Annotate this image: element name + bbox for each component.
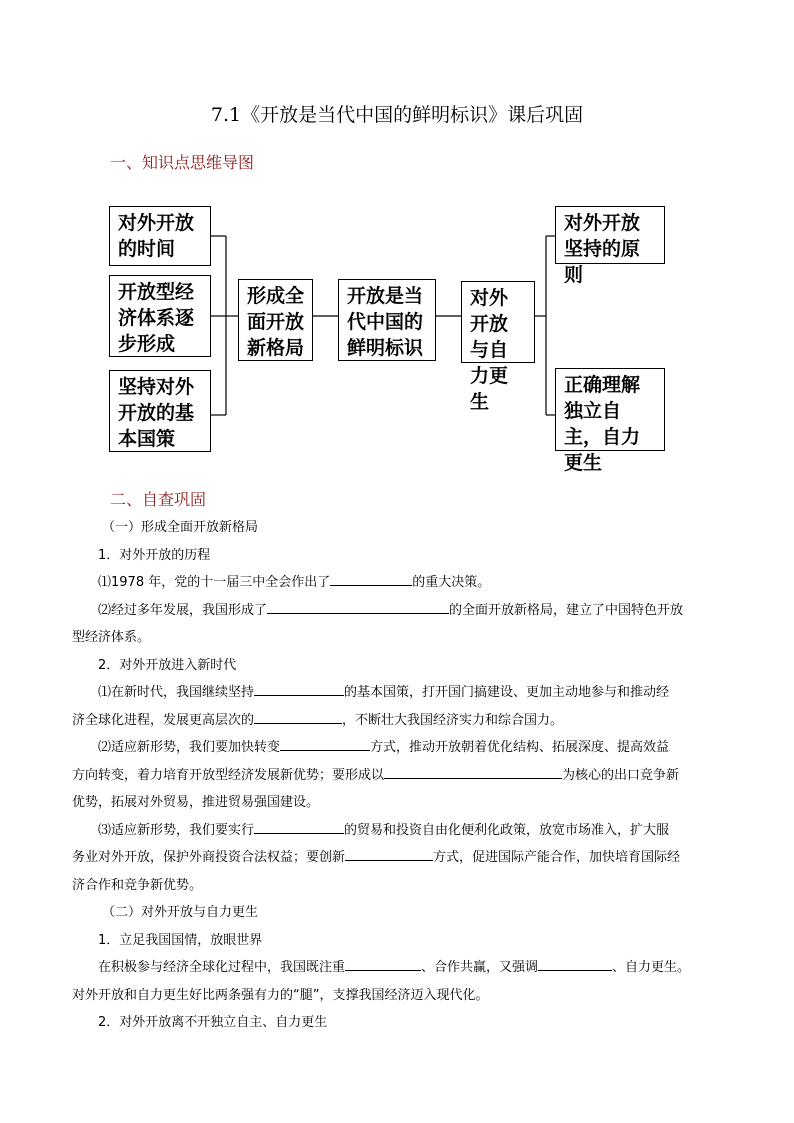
answer-blank[interactable]: [330, 571, 412, 586]
page-title: 7.1《开放是当代中国的鲜明标识》课后巩固: [210, 104, 584, 126]
mindmap-node-new-pattern: 形成全面开放新格局: [238, 279, 313, 361]
answer-blank[interactable]: [267, 599, 449, 614]
mindmap-node-principle: 对外开放坚持的原则: [555, 206, 665, 264]
mindmap-node-open-economy: 开放型经济体系逐步形成: [109, 275, 211, 357]
answer-blank[interactable]: [538, 956, 612, 971]
answer-blank[interactable]: [345, 846, 433, 861]
q2a-cont: 济全球化进程，发展更高层次的 ，不断壮大我国经济实力和综合国力。: [72, 707, 732, 735]
mindmap-node-basic-policy: 坚持对外开放的基本国策: [109, 370, 211, 452]
q1-title: 1．对外开放的历程: [98, 547, 211, 563]
q1b-cont: 型经济体系。: [72, 630, 151, 645]
mindmap-node-self-reliance: 对外开放与自力更生: [461, 281, 535, 363]
section-heading-selfcheck: 二、自查巩固: [110, 490, 207, 509]
answer-blank[interactable]: [280, 736, 370, 751]
answer-blank[interactable]: [254, 819, 344, 834]
p2-q1: 在积极参与经济全球化过程中，我国既注重 、合作共赢，又强调 、自力更生。: [72, 954, 732, 982]
mindmap-node-central-topic: 开放是当代中国的鲜明标识: [338, 279, 436, 361]
exercise-body: [72, 514, 732, 1037]
q2c-cont: 务业对外开放，保护外商投资合法权益；要创新 方式，促进国际产能合作，加快培育国际经: [72, 844, 732, 872]
mindmap-node-independence: 正确理解独立自主，自力更生: [555, 368, 665, 451]
q1a: ⑴1978 年，党的十一届三中全会作出了 的重大决策。: [72, 569, 732, 597]
q2b: ⑵适应新形势，我们要加快转变 方式，推动开放朝着优化结构、拓展深度、提高效益: [72, 734, 732, 762]
answer-blank[interactable]: [384, 764, 562, 779]
part2-heading: （二）对外开放与自力更生: [102, 905, 259, 920]
q2b-cont: 方向转变，着力培育开放型经济发展新优势；要形成以 为核心的出口竞争新: [72, 762, 732, 790]
mindmap-node-open-time: 对外开放的时间: [109, 206, 211, 266]
p2-q1-cont: 对外开放和自力更生好比两条强有力的“腿”，支撑我国经济迈入现代化。: [72, 987, 489, 1003]
answer-blank[interactable]: [254, 681, 344, 696]
answer-blank[interactable]: [254, 709, 342, 724]
q2c: ⑶适应新形势，我们要实行 的贸易和投资自由化便利化政策，放宽市场准入，扩大服: [72, 817, 732, 845]
answer-blank[interactable]: [345, 956, 421, 971]
p2-q2-title: 2．对外开放离不开独立自主、自力更生: [98, 1015, 328, 1030]
q2c-cont2: 济合作和竞争新优势。: [72, 877, 203, 893]
q1b: ⑵经过多年发展，我国形成了 的全面开放新格局，建立了中国特色开放: [72, 597, 732, 625]
q2b-cont2: 优势，拓展对外贸易，推进贸易强国建设。: [72, 795, 320, 810]
p2-q1-title: 1．立足我国国情，放眼世界: [98, 932, 263, 948]
q2a: ⑴在新时代，我国继续坚持 的基本国策，打开国门搞建设、更加主动地参与和推动经: [72, 679, 732, 707]
part1-heading: （一）形成全面开放新格局: [102, 520, 259, 535]
section-heading-mindmap: 一、知识点思维导图: [110, 153, 255, 172]
q2-title: 2．对外开放进入新时代: [98, 657, 237, 673]
